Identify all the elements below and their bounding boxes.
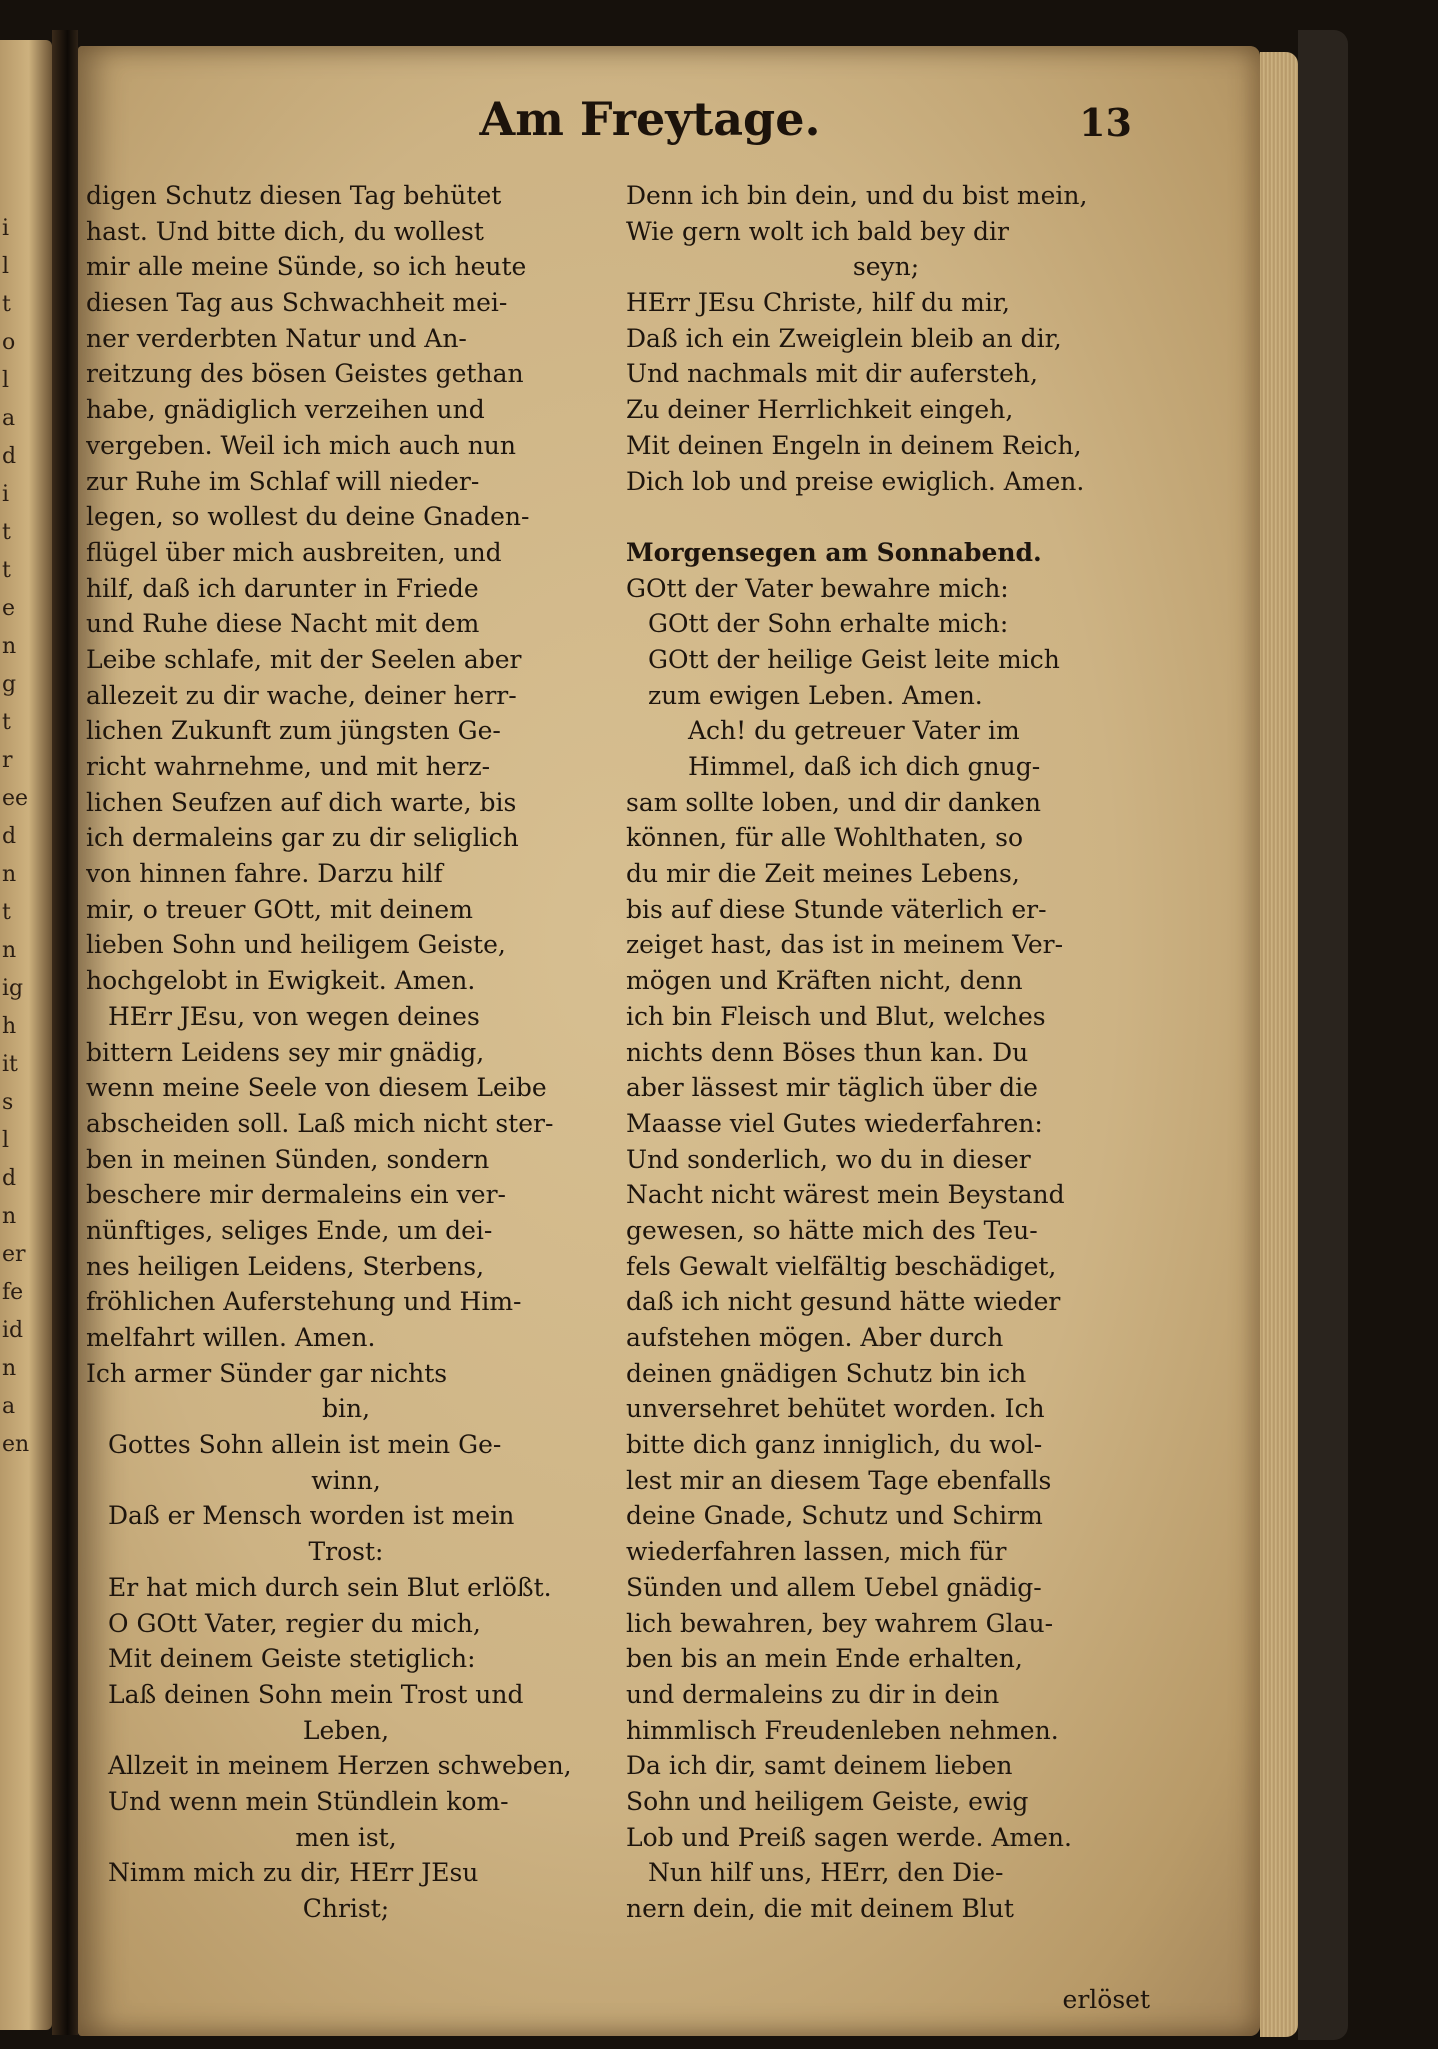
- text-line: Und wenn mein Stündlein kom-: [108, 1786, 509, 1816]
- text-line: ner verderbten Natur und An-: [86, 323, 467, 353]
- facing-page-fragment: l: [2, 368, 10, 393]
- text-line: lich bewahren, bey wahrem Glau-: [626, 1608, 1054, 1638]
- text-line: Da ich dir, samt deinem lieben: [626, 1751, 1013, 1781]
- text-line: Nun hilf uns, HErr, den Die-: [648, 1858, 1004, 1888]
- facing-page-fragment: a: [2, 406, 16, 431]
- text-line: bittern Leidens sey mir gnädig,: [86, 1037, 485, 1067]
- facing-page-fragment: d: [2, 1166, 17, 1191]
- facing-page-fragment: h: [2, 1014, 17, 1039]
- text-line: HErr JEsu Christe, hilf du mir,: [626, 288, 1010, 318]
- text-line: aufstehen mögen. Aber durch: [626, 1323, 1004, 1352]
- text-line: daß ich nicht gesund hätte wieder: [626, 1287, 1061, 1317]
- facing-page-fragment: l: [2, 254, 10, 279]
- text-line: hilf, daß ich darunter in Friede: [86, 573, 479, 603]
- text-line: Trost:: [308, 1537, 384, 1567]
- text-line: O GOtt Vater, regier du mich,: [108, 1608, 481, 1638]
- book-cover-edge: [1298, 30, 1348, 2040]
- facing-page-fragment: a: [2, 1394, 16, 1419]
- facing-page-fragment: n: [2, 1356, 17, 1381]
- text-line: GOtt der Vater bewahre mich:: [626, 573, 1009, 603]
- text-line: nes heiligen Leidens, Sterbens,: [86, 1251, 485, 1281]
- text-line: wiederfahren lassen, mich für: [626, 1537, 1007, 1567]
- text-line: digen Schutz diesen Tag behütet: [86, 181, 502, 210]
- text-line: und dermaleins zu dir in dein: [626, 1679, 1000, 1709]
- text-line: Dich lob und preise ewiglich. Amen.: [626, 466, 1085, 496]
- text-line: Und sonderlich, wo du in dieser: [626, 1144, 1031, 1174]
- text-line: allezeit zu dir wache, deiner herr-: [86, 680, 517, 710]
- facing-page-fragment: r: [2, 748, 13, 773]
- text-line: Mit deinem Geiste stetiglich:: [108, 1644, 476, 1674]
- text-line: habe, gnädiglich verzeihen und: [86, 395, 485, 425]
- text-line: mir, o treuer GOtt, mit deinem: [86, 894, 473, 924]
- text-line: Mit deinen Engeln in deinem Reich,: [626, 430, 1082, 460]
- text-line: vergeben. Weil ich mich auch nun: [86, 430, 517, 460]
- text-line: Leben,: [302, 1715, 390, 1745]
- facing-page-fragment: er: [2, 1242, 26, 1267]
- text-line: lieben Sohn und heiligem Geiste,: [86, 930, 506, 960]
- text-line: hochgelobt in Ewigkeit. Amen.: [86, 966, 476, 996]
- left-text-column: [86, 178, 606, 1927]
- facing-page-fragment: s: [2, 1090, 14, 1115]
- facing-page-fragment: i: [2, 216, 10, 241]
- facing-page-fragment: e: [2, 596, 16, 621]
- facing-page-fragment: l: [2, 1128, 10, 1153]
- text-line: Leibe schlafe, mit der Seelen aber: [86, 644, 522, 674]
- text-line: richt wahrnehme, und mit herz-: [86, 752, 491, 781]
- text-line: wenn meine Seele von diesem Leibe: [86, 1073, 547, 1103]
- book-gutter: [52, 30, 78, 2035]
- page-fore-edge: [1260, 52, 1298, 2037]
- text-line: bitte dich ganz inniglich, du wol-: [626, 1430, 1043, 1460]
- text-line: Ach! du getreuer Vater im: [688, 716, 1020, 746]
- right-text-column: [626, 178, 1146, 1927]
- text-line: winn,: [311, 1465, 381, 1495]
- facing-page-fragment: n: [2, 1204, 17, 1229]
- text-line: von hinnen fahre. Darzu hilf: [86, 859, 443, 889]
- text-line: Lob und Preiß sagen werde. Amen.: [626, 1822, 1072, 1852]
- text-line: lichen Seufzen auf dich warte, bis: [86, 787, 517, 817]
- text-line: mögen und Kräften nicht, denn: [626, 966, 1023, 996]
- text-line: du mir die Zeit meines Lebens,: [626, 859, 1020, 889]
- facing-page-fragment: id: [2, 1318, 24, 1343]
- text-line: bin,: [321, 1394, 371, 1424]
- text-line: aber lässest mir täglich über die: [626, 1073, 1038, 1103]
- text-line: Er hat mich durch sein Blut erlößt.: [108, 1572, 552, 1602]
- catchword: erlöset: [1062, 1985, 1150, 2014]
- text-line: zeiget hast, das ist in meinem Ver-: [626, 930, 1064, 960]
- text-line: hast. Und bitte dich, du wollest: [86, 216, 484, 246]
- text-line: Daß ich ein Zweiglein bleib an dir,: [626, 323, 1062, 353]
- facing-page-fragment: t: [2, 710, 11, 735]
- text-line: Daß er Mensch worden ist mein: [108, 1501, 515, 1531]
- text-line: GOtt der heilige Geist leite mich: [648, 644, 1060, 674]
- text-line: Sünden und allem Uebel gnädig-: [626, 1572, 1042, 1602]
- text-line: bis auf diese Stunde väterlich er-: [626, 894, 1047, 924]
- text-line: und Ruhe diese Nacht mit dem: [86, 609, 480, 639]
- text-line: Zu deiner Herrlichkeit eingeh,: [626, 395, 1014, 425]
- facing-page-fragment: i: [2, 482, 10, 507]
- text-line: fröhlichen Auferstehung und Him-: [86, 1287, 522, 1317]
- facing-page-fragments: [2, 210, 48, 1464]
- text-line: nichts denn Böses thun kan. Du: [626, 1037, 1029, 1067]
- text-line: ich bin Fleisch und Blut, welches: [626, 1001, 1046, 1031]
- text-line: lest mir an diesem Tage ebenfalls: [626, 1465, 1052, 1495]
- page-number: 13: [1079, 100, 1132, 145]
- text-line: lichen Zukunft zum jüngsten Ge-: [86, 716, 501, 746]
- text-line: HErr JEsu, von wegen deines: [108, 1001, 480, 1031]
- text-line: Denn ich bin dein, und du bist mein,: [626, 181, 1088, 210]
- text-line: melfahrt willen. Amen.: [86, 1323, 376, 1352]
- facing-page-fragment: it: [2, 1052, 18, 1077]
- text-line: flügel über mich ausbreiten, und: [86, 537, 502, 567]
- facing-page-fragment: t: [2, 292, 11, 317]
- facing-page-fragment: d: [2, 824, 17, 849]
- facing-page-fragment: d: [2, 444, 17, 469]
- text-line: deine Gnade, Schutz und Schirm: [626, 1501, 1043, 1531]
- text-line: Nimm mich zu dir, HErr JEsu: [108, 1858, 479, 1888]
- text-line: himmlisch Freudenleben nehmen.: [626, 1715, 1059, 1745]
- facing-page-fragment: en: [2, 1432, 30, 1457]
- text-line: [626, 499, 1146, 535]
- text-line: Wie gern wolt ich bald bey dir: [626, 216, 1009, 246]
- facing-page-fragment: fe: [2, 1280, 24, 1305]
- facing-page-fragment: t: [2, 558, 11, 583]
- text-line: nünftiges, seliges Ende, um dei-: [86, 1215, 493, 1245]
- facing-page-edge: [0, 40, 52, 2030]
- text-line: Und nachmals mit dir aufersteh,: [626, 359, 1038, 389]
- text-line: Sohn und heiligem Geiste, ewig: [626, 1786, 1029, 1816]
- text-line: Gottes Sohn allein ist mein Ge-: [108, 1430, 502, 1460]
- text-line: zur Ruhe im Schlaf will nieder-: [86, 466, 480, 496]
- text-line: deinen gnädigen Schutz bin ich: [626, 1358, 1027, 1388]
- running-header: Am Freytage.: [479, 92, 821, 146]
- text-line: GOtt der Sohn erhalte mich:: [648, 609, 1009, 639]
- facing-page-fragment: t: [2, 900, 11, 925]
- text-line: gewesen, so hätte mich des Teu-: [626, 1215, 1038, 1245]
- text-line: diesen Tag aus Schwachheit mei-: [86, 288, 508, 318]
- text-line: Maasse viel Gutes wiederfahren:: [626, 1108, 1043, 1138]
- text-line: unversehret behütet worden. Ich: [626, 1394, 1045, 1424]
- text-line: men ist,: [295, 1822, 397, 1852]
- text-line: ben in meinen Sünden, sondern: [86, 1144, 490, 1174]
- facing-page-fragment: n: [2, 862, 17, 887]
- facing-page-fragment: n: [2, 938, 17, 963]
- facing-page-fragment: g: [2, 672, 17, 697]
- text-line: fels Gewalt vielfältig beschädiget,: [626, 1251, 1057, 1281]
- text-line: Laß deinen Sohn mein Trost und: [108, 1679, 524, 1709]
- facing-page-fragment: ig: [2, 976, 24, 1001]
- text-line: mir alle meine Sünde, so ich heute: [86, 252, 527, 282]
- facing-page-fragment: ee: [2, 786, 29, 811]
- text-line: Nacht nicht wärest mein Beystand: [626, 1180, 1065, 1210]
- text-line: nern dein, die mit deinem Blut: [626, 1894, 1014, 1923]
- text-line: ben bis an mein Ende erhalten,: [626, 1644, 1023, 1674]
- text-line: abscheiden soll. Laß mich nicht ster-: [86, 1108, 554, 1138]
- text-line: Allzeit in meinem Herzen schweben,: [108, 1751, 572, 1781]
- text-line: seyn;: [852, 252, 920, 282]
- text-line: sam sollte loben, und dir danken: [626, 787, 1041, 817]
- facing-page-fragment: t: [2, 520, 11, 545]
- text-line: zum ewigen Leben. Amen.: [648, 680, 983, 710]
- facing-page-fragment: n: [2, 634, 17, 659]
- text-line: Ich armer Sünder gar nichts: [86, 1358, 448, 1388]
- text-line: Morgensegen am Sonnabend.: [626, 537, 1042, 567]
- text-line: legen, so wollest du deine Gnaden-: [86, 502, 530, 532]
- text-line: Christ;: [302, 1894, 390, 1923]
- text-line: Himmel, daß ich dich gnug-: [688, 752, 1041, 781]
- text-line: beschere mir dermaleins ein ver-: [86, 1180, 506, 1210]
- text-line: können, für alle Wohlthaten, so: [626, 823, 1023, 853]
- facing-page-fragment: o: [2, 330, 16, 355]
- text-line: reitzung des bösen Geistes gethan: [86, 359, 524, 389]
- text-line: ich dermaleins gar zu dir seliglich: [86, 823, 519, 853]
